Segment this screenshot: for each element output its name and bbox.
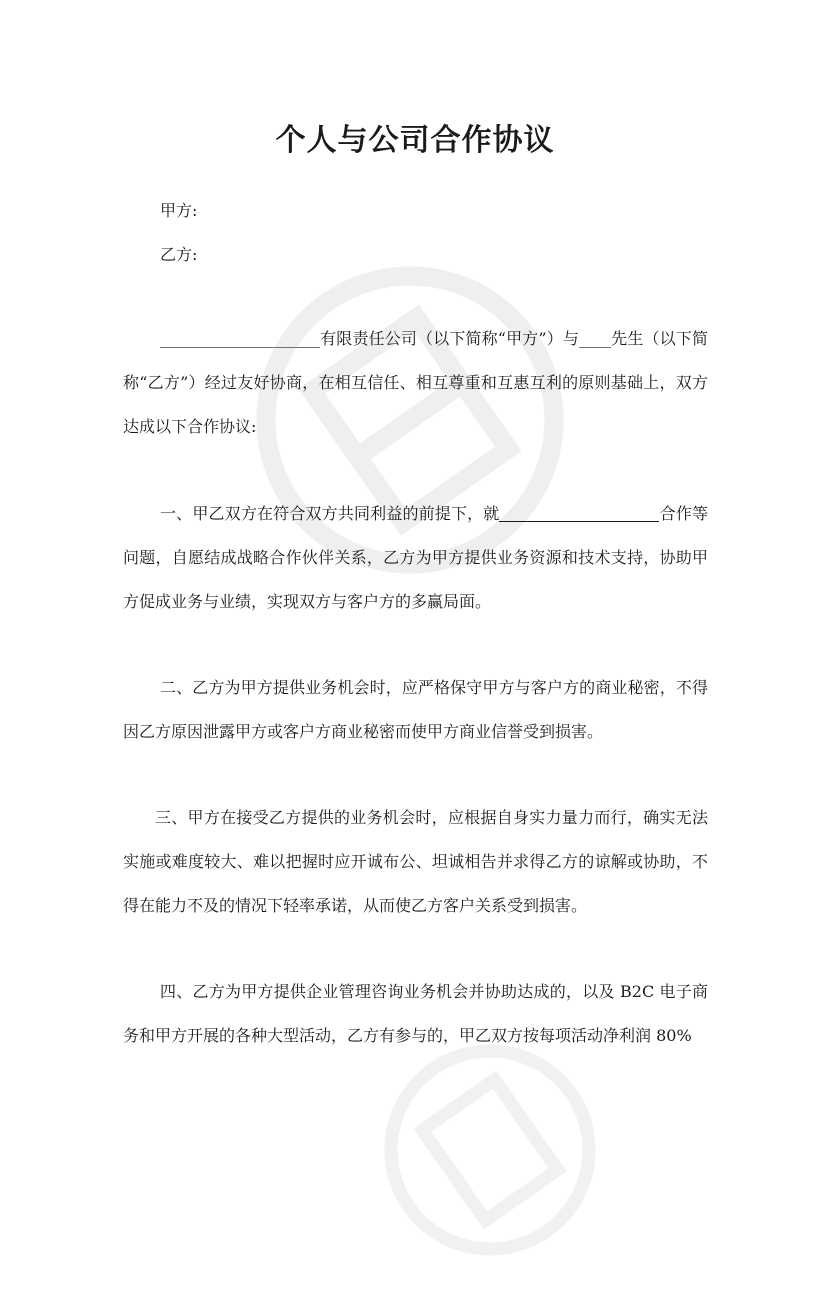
intro-text-2: 先生（以下简称“乙方”）经过友好协商，在相互信任、相互尊重和互惠互利的原则基础上，双方达成以下合作协议: bbox=[123, 329, 708, 436]
intro-paragraph bbox=[123, 317, 708, 449]
party-a-label: 甲方: bbox=[160, 201, 198, 220]
clause-2: 二、乙方为甲方提供业务机会时，应严格保守甲方与客户方的商业秘密，不得因乙方原因泄露甲方或客户方商业秘密而使甲方商业信誉受到损害。 bbox=[123, 678, 708, 741]
cooperation-topic-blank[interactable] bbox=[499, 503, 659, 522]
clause-1 bbox=[123, 492, 708, 624]
document-title: 个人与公司合作协议 bbox=[275, 123, 555, 158]
clause-4: 四、乙方为甲方提供企业管理咨询业务机会并协助达成的，以及 B2C 电子商务和甲方开展的各种大型活动，乙方有参与的，甲乙双方按每项活动净利润 80% bbox=[123, 982, 708, 1045]
company-name-blank[interactable]: ____________________ bbox=[160, 329, 320, 348]
intro-text-1: 有限责任公司（以下简称“甲方”）与 bbox=[320, 329, 580, 348]
clause-1-text-1: 一、甲乙双方在符合双方共同利益的前提下，就 bbox=[160, 504, 500, 523]
party-b-label: 乙方: bbox=[160, 245, 198, 264]
clause-1-text-2: 合作等问题，自愿结成战略合作伙伴关系，乙方为甲方提供业务资源和技术支持，协助甲方促成业务与业绩，实现双方与客户方的多赢局面。 bbox=[123, 504, 708, 611]
person-name-blank[interactable]: ____ bbox=[579, 329, 612, 348]
clause-3: 三、甲方在接受乙方提供的业务机会时，应根据自身实力量力而行，确实无法实施或难度较大、难以把握时应开诚布公、坦诚相告并求得乙方的谅解或协助，不得在能力不及的情况下轻率承诺，从而使乙方客户关系受到损害。 bbox=[123, 808, 708, 915]
